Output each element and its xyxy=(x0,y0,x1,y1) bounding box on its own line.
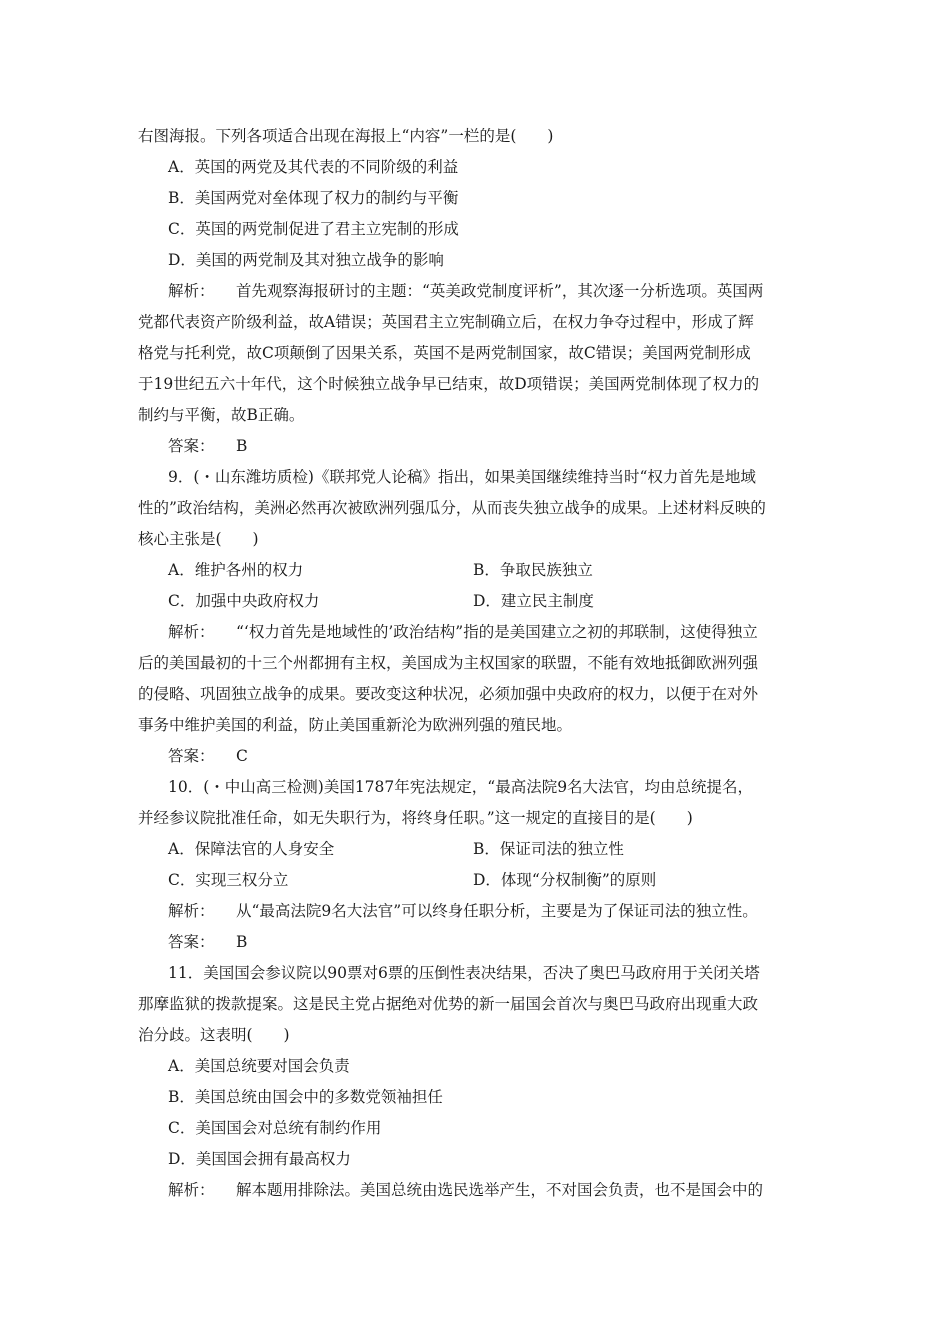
q11-option-a: A．美国总统要对国会负责 xyxy=(168,1057,350,1075)
q10-stem-line: 10．(・中山高三检测)美国1787年宪法规定，“最高法院9名大法官，均由总统提名， xyxy=(168,778,754,796)
q8-stem: 右图海报。下列各项适合出现在海报上“内容”一栏的是( ) xyxy=(138,127,554,145)
q8-answer-line xyxy=(168,436,247,456)
q9-stem-line: 性的”政治结构，美洲必然再次被欧洲列强瓜分，从而丧失独立战争的成果。上述材料反映的 xyxy=(138,499,766,517)
q10-option-a: A．保障法官的人身安全 xyxy=(168,840,335,858)
q9-analysis-line xyxy=(168,622,758,642)
q10-answer-line xyxy=(168,932,247,952)
q11-analysis-line xyxy=(168,1180,763,1200)
q10-option-d: D．体现“分权制衡”的原则 xyxy=(473,871,657,889)
q9-option-d: D．建立民主制度 xyxy=(473,592,594,610)
q9-analysis-text: “‘权力首先是地域性的’政治结构”指的是美国建立之初的邦联制，这使得独立 xyxy=(236,623,758,641)
q8-option-a: A．英国的两党及其代表的不同阶级的利益 xyxy=(168,158,459,176)
q8-analysis-line xyxy=(168,281,763,301)
q9-analysis-line: 的侵略、巩固独立战争的成果。要改变这种状况，必须加强中央政府的权力，以便于在对外 xyxy=(138,685,759,703)
q10-answer-value: B xyxy=(236,933,248,951)
q10-analysis-text: 从“最高法院9名大法官”可以终身任职分析，主要是为了保证司法的独立性。 xyxy=(236,902,758,920)
q10-option-b: B．保证司法的独立性 xyxy=(473,840,624,858)
q8-analysis-label: 解析： xyxy=(168,282,215,300)
q9-analysis-line: 事务中维护美国的利益，防止美国重新沦为欧洲列强的殖民地。 xyxy=(138,716,573,734)
q8-answer-label: 答案： xyxy=(168,437,215,455)
q9-option-a: A．维护各州的权力 xyxy=(168,561,304,579)
q9-option-c: C．加强中央政府权力 xyxy=(168,592,320,610)
q8-option-c: C．英国的两党制促进了君主立宪制的形成 xyxy=(168,220,459,238)
q9-stem-line: 9．(・山东潍坊质检)《联邦党人论稿》指出，如果美国继续维持当时“权力首先是地域 xyxy=(168,468,756,486)
q9-answer-line xyxy=(168,746,248,766)
q9-answer-value: C xyxy=(236,747,248,765)
q8-analysis-line: 格党与托利党，故C项颠倒了因果关系，英国不是两党制国家，故C错误；美国两党制形成 xyxy=(138,344,751,362)
q9-analysis-line: 后的美国最初的十三个州都拥有主权，美国成为主权国家的联盟，不能有效地抵御欧洲列强 xyxy=(138,654,759,672)
q10-stem-line: 并经参议院批准任命，如无失职行为，将终身任职。”这一规定的直接目的是( ) xyxy=(138,809,693,827)
q10-analysis-label: 解析： xyxy=(168,902,215,920)
q9-answer-label: 答案： xyxy=(168,747,215,765)
q11-analysis-text: 解本题用排除法。美国总统由选民选举产生，不对国会负责，也不是国会中的 xyxy=(236,1181,764,1199)
q11-option-c: C．美国国会对总统有制约作用 xyxy=(168,1119,382,1137)
q10-option-row xyxy=(168,839,624,859)
q8-answer-value: B xyxy=(236,437,248,455)
q11-stem-line: 治分歧。这表明( ) xyxy=(138,1026,290,1044)
q8-analysis-text: 首先观察海报研讨的主题：“英美政党制度评析”，其次逐一分析选项。英国两 xyxy=(236,282,764,300)
q9-option-b: B．争取民族独立 xyxy=(473,561,593,579)
q8-analysis-line: 党都代表资产阶级利益，故A错误；英国君主立宪制确立后，在权力争夺过程中，形成了辉 xyxy=(138,313,754,331)
q10-option-c: C．实现三权分立 xyxy=(168,871,289,889)
q8-analysis-line: 制约与平衡，故B正确。 xyxy=(138,406,305,424)
q11-stem-line: 那摩监狱的拨款提案。这是民主党占据绝对优势的新一届国会首次与奥巴马政府出现重大政 xyxy=(138,995,759,1013)
q8-option-b: B．美国两党对垒体现了权力的制约与平衡 xyxy=(168,189,459,207)
q9-analysis-label: 解析： xyxy=(168,623,215,641)
q9-option-row xyxy=(168,591,594,611)
q9-option-row xyxy=(168,560,593,580)
q10-analysis-line xyxy=(168,901,758,921)
q8-option-d: D．美国的两党制及其对独立战争的影响 xyxy=(168,251,444,269)
q8-analysis-line: 于19世纪五六十年代，这个时候独立战争早已结束，故D项错误；美国两党制体现了权力的 xyxy=(138,375,760,393)
q11-analysis-label: 解析： xyxy=(168,1181,215,1199)
q10-option-row xyxy=(168,870,657,890)
q9-stem-line: 核心主张是( ) xyxy=(138,530,259,548)
q11-option-d: D．美国国会拥有最高权力 xyxy=(168,1150,351,1168)
q11-stem-line: 11．美国国会参议院以90票对6票的压倒性表决结果，否决了奥巴马政府用于关闭关塔 xyxy=(168,964,760,982)
q11-option-b: B．美国总统由国会中的多数党领袖担任 xyxy=(168,1088,443,1106)
q10-answer-label: 答案： xyxy=(168,933,215,951)
